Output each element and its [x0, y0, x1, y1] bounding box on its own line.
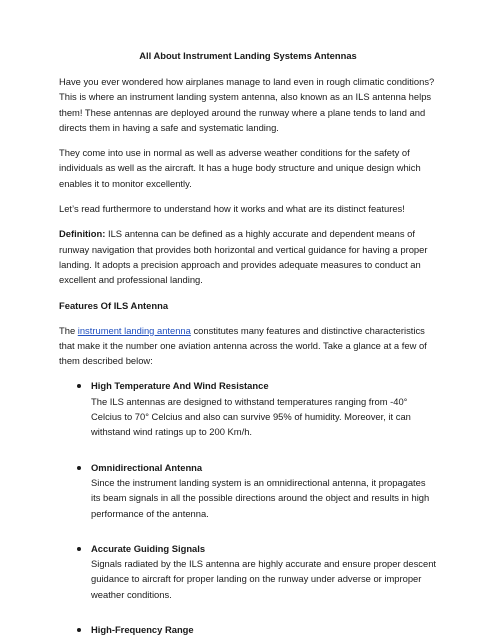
bullet-icon	[77, 628, 81, 632]
feature-title: High Temperature And Wind Resistance	[91, 380, 269, 392]
features-intro-paragraph	[59, 323, 437, 369]
list-item	[59, 460, 437, 521]
list-item	[59, 378, 437, 439]
feature-title: High-Frequency Range	[91, 624, 194, 636]
definition-label: Definition:	[59, 228, 106, 240]
bullet-icon	[77, 547, 81, 551]
features-heading: Features Of ILS Antenna	[59, 299, 169, 311]
feature-text: Signals radiated by the ILS antenna are highly accurate and ensure proper descent guidance to aircraft for proper landing on the runway under adverse or improper weather conditions.	[91, 558, 437, 600]
document-title: All About Instrument Landing Systems Antennas	[139, 50, 357, 61]
features-intro-after: constitutes many features and distinctive characteristics that make it the number one aviation antenna across the world. Take a glance at a few of them described below:	[59, 324, 427, 367]
instrument-landing-antenna-link[interactable]: instrument landing antenna	[77, 324, 191, 336]
features-list	[59, 378, 437, 637]
features-intro-before: The	[59, 324, 78, 336]
feature-title: Omnidirectional Antenna	[91, 461, 203, 473]
feature-title: Accurate Guiding Signals	[91, 542, 206, 554]
read-more-paragraph: Let’s read furthermore to understand how it works and what are its distinct features!	[59, 203, 405, 215]
list-item	[59, 622, 437, 637]
feature-text: Since the instrument landing system is an omnidirectional antenna, it propagates its beam signals in all the possible directions around the object and results in high performance of the antenna.	[91, 476, 430, 519]
definition-text: ILS antenna can be defined as a highly accurate and dependent means of runway navigation that provides both horizontal and vertical guidance for having a proper landing. It adopts a precision approach and provides adequate measures to conduct an excellent and professional landing.	[59, 228, 428, 286]
usage-paragraph: They come into use in normal as well as adverse weather conditions for the safety of individuals as well as the aircraft. It has a huge body structure and unique design which enables it to monitor excellently.	[59, 147, 421, 189]
bullet-icon	[77, 384, 81, 388]
list-item	[59, 541, 437, 602]
feature-text: The ILS antennas are designed to withstand temperatures ranging from -40° Celcius to 70° Celcius and also can survive 95% of humidity. Moreover, it can withstand wind ratings up to 200 Km/h.	[91, 395, 411, 438]
bullet-icon	[77, 466, 81, 470]
intro-paragraph: Have you ever wondered how airplanes manage to land even in rough climatic conditions? This is where an instrument landing system antenna, also known as an ILS antenna helps them! These antennas are deployed around the runway where a plane tends to land and directs them in having a safe and systematic landing.	[59, 76, 435, 133]
definition-paragraph	[59, 226, 437, 287]
